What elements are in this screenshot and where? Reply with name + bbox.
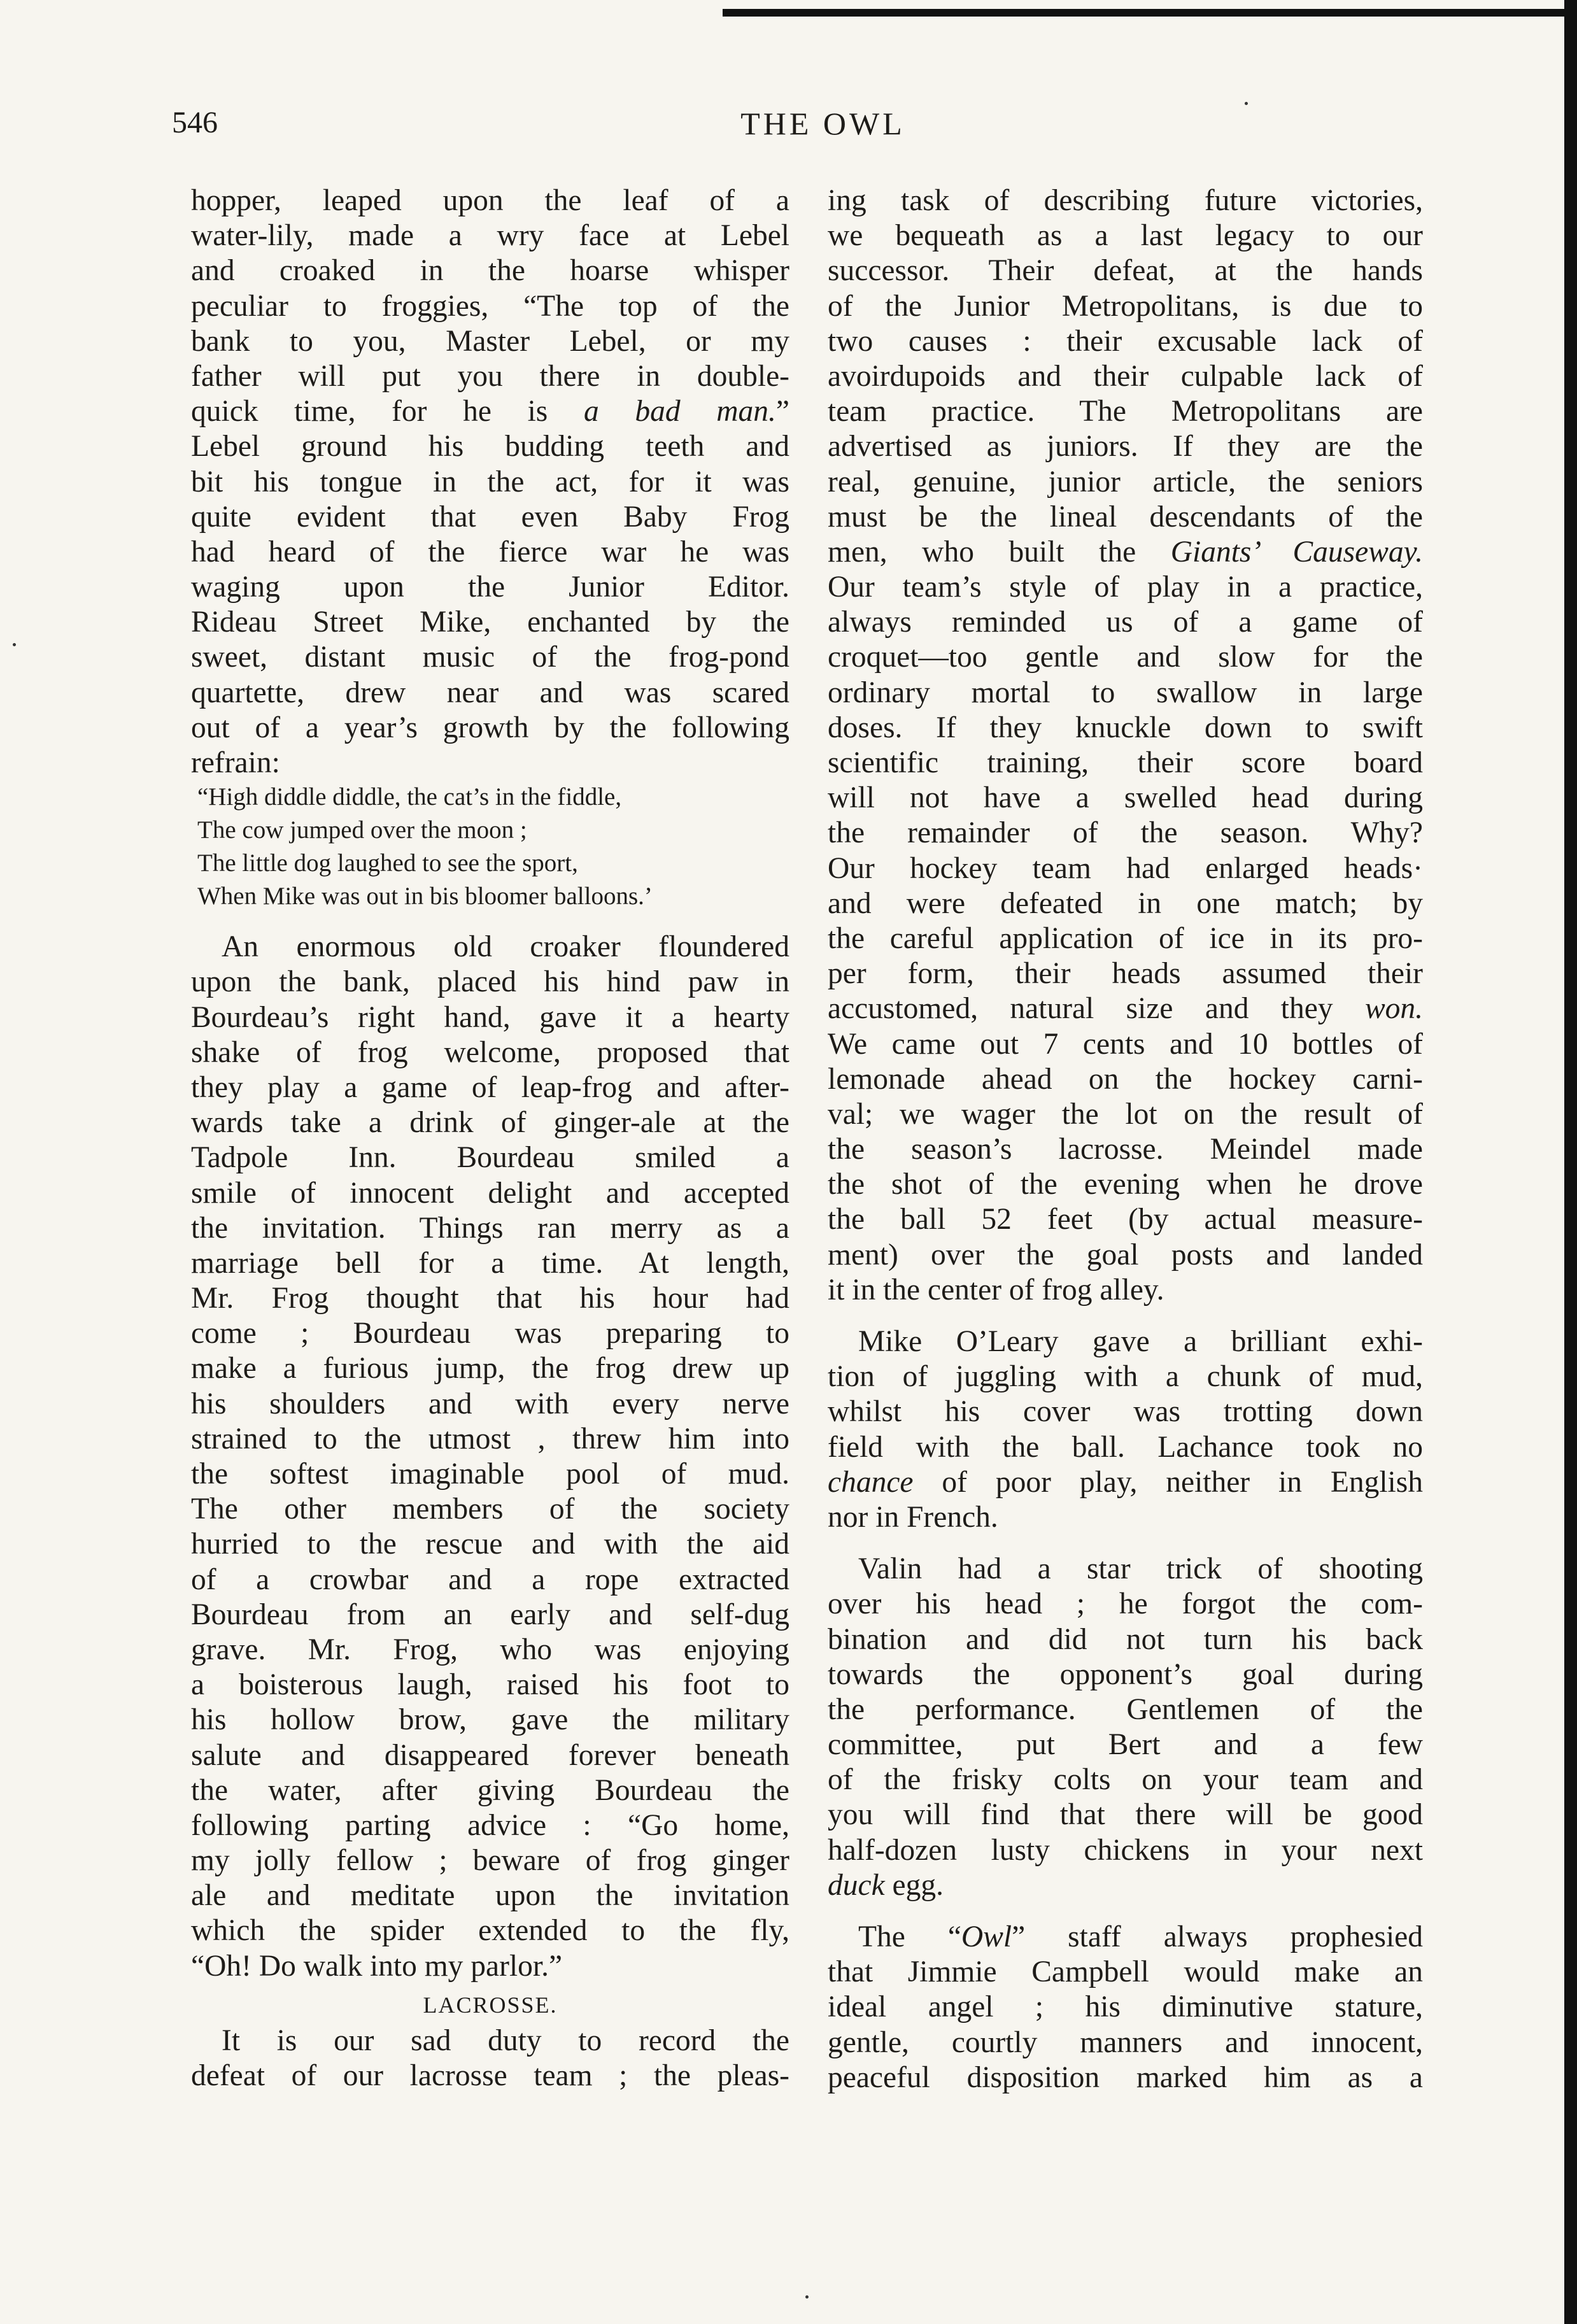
paragraph-lacrosse-intro (191, 2023, 789, 2094)
text-line: grave. Mr. Frog, who was enjoying (191, 1633, 789, 1666)
text-line: avoirdupoids and their culpable lack of (828, 359, 1423, 393)
text-line: An enormous old croaker floundered (222, 930, 789, 964)
text-line: salute and disappeared forever beneath (191, 1738, 789, 1772)
text-line: Tadpole Inn. Bourdeau smiled a (191, 1141, 789, 1175)
left-column (191, 183, 789, 2094)
text-line: ment) over the goal posts and landed (828, 1238, 1423, 1272)
text-line: real, genuine, junior article, the seniors (828, 465, 1423, 499)
text-line: following parting advice : “Go home, (191, 1808, 789, 1842)
text-line: advertised as juniors. If they are the (828, 430, 1423, 464)
text-line: val; we wager the lot on the result of (828, 1097, 1423, 1131)
text-line: smile of innocent delight and accepted (191, 1176, 789, 1210)
text-line: We came out 7 cents and 10 bottles of (828, 1027, 1423, 1061)
paragraph-gap (191, 913, 789, 930)
section-heading-lacrosse: LACROSSE. (423, 1992, 558, 2018)
text-line: sweet, distant music of the frog-pond (191, 641, 789, 674)
text-line: his shoulders and with every nerve (191, 1387, 789, 1421)
text-line: my jolly fellow ; beware of frog ginger (191, 1844, 789, 1878)
italic-word: chance (828, 1465, 914, 1499)
verse-line: The cow jumped over the moon ; (197, 816, 527, 844)
text-line: committee, put Bert and a few (828, 1728, 1423, 1762)
text-line: peculiar to froggies, “The top of the (191, 289, 789, 323)
paragraph-owl-staff (828, 1920, 1423, 2095)
text-line: ordinary mortal to swallow in large (828, 676, 1423, 709)
right-column (828, 183, 1423, 2095)
text-line: Bourdeau’s right hand, gave it a hearty (191, 1000, 789, 1034)
text-line: Our hockey team had enlarged heads· (828, 851, 1423, 885)
text-line: over his head ; he forgot the com- (828, 1587, 1423, 1621)
text-line: field with the ball. Lachance took no (828, 1430, 1423, 1464)
paragraph-oleary (828, 1324, 1423, 1535)
text-line: make a furious jump, the frog drew up (191, 1352, 789, 1385)
text-line (828, 1868, 1423, 1903)
text-line: team practice. The Metropolitans are (828, 395, 1423, 429)
text-line: out of a year’s growth by the following (191, 711, 789, 744)
text-line: successor. Their defeat, at the hands (828, 254, 1423, 288)
text-line: will not have a swelled head during (828, 781, 1423, 815)
text-line (828, 1465, 1423, 1500)
verse-line: The little dog laughed to see the sport, (197, 849, 578, 877)
text-line: Our team’s style of play in a practice, (828, 570, 1423, 604)
text-line: whilst his cover was trotting down (828, 1395, 1423, 1429)
text-line: it in the center of frog alley. (828, 1273, 1164, 1307)
text-line: we bequeath as a last legacy to our (828, 219, 1423, 253)
text-line (828, 1920, 1423, 1955)
text-line: the remainder of the season. Why? (828, 816, 1423, 850)
text-line: had heard of the fierce war he was (191, 535, 789, 569)
text-line: defeat of our lacrosse team ; the pleas- (191, 2059, 789, 2092)
text-run: The “ (858, 1920, 961, 1953)
text-line: gentle, courtly manners and innocent, (828, 2025, 1423, 2059)
text-line: wards take a drink of ginger-ale at the (191, 1106, 789, 1140)
text-line: the ball 52 feet (by actual measure- (828, 1203, 1423, 1236)
text-run: men, who built the (828, 535, 1171, 569)
text-line: ideal angel ; his diminutive stature, (828, 1990, 1423, 2024)
text-line: of the frisky colts on your team and (828, 1763, 1423, 1797)
text-line: which the spider extended to the fly, (191, 1914, 789, 1948)
italic-word: won. (1364, 992, 1423, 1026)
text-line: ing task of describing future victories, (828, 184, 1423, 217)
text-line: they play a game of leap-frog and after- (191, 1070, 789, 1104)
text-line: the careful application of ice in its pro- (828, 921, 1423, 955)
text-line: marriage bell for a time. At length, (191, 1246, 789, 1280)
text-line: It is our sad duty to record the (222, 2023, 789, 2057)
text-line (828, 991, 1423, 1026)
italic-word: Owl (961, 1920, 1012, 1953)
text-line: upon the bank, placed his hind paw in (191, 965, 789, 999)
text-line: the water, after giving Bourdeau the (191, 1773, 789, 1807)
text-line (191, 394, 789, 429)
text-line: Mr. Frog thought that his hour had (191, 1282, 789, 1315)
paragraph-valin (828, 1552, 1423, 1903)
text-line: the invitation. Things ran merry as a (191, 1211, 789, 1245)
text-line: waging upon the Junior Editor. (191, 570, 789, 604)
text-line: a boisterous laugh, raised his foot to (191, 1668, 789, 1702)
verse-line: “High diddle diddle, the cat’s in the fiddle, (197, 783, 622, 811)
text-run: quick time, for he is (191, 395, 584, 429)
print-speck (1245, 102, 1248, 105)
text-line: per form, their heads assumed their (828, 957, 1423, 991)
italic-phrase: Giants’ Causeway. (1170, 535, 1423, 569)
text-line: must be the lineal descendants of the (828, 500, 1423, 534)
text-line: The other members of the society (191, 1492, 789, 1526)
text-line: quartette, drew near and was scared (191, 676, 789, 709)
text-line: of a crowbar and a rope extracted (191, 1562, 789, 1596)
verse-block (191, 781, 789, 913)
text-line (828, 535, 1423, 570)
text-line: the performance. Gentlemen of the (828, 1692, 1423, 1726)
text-line: bination and did not turn his back (828, 1622, 1423, 1656)
text-run: accustomed, natural size and they (828, 992, 1365, 1026)
running-title: THE OWL (740, 106, 905, 141)
text-line: croquet—too gentle and slow for the (828, 641, 1423, 674)
text-line: ale and meditate upon the invitation (191, 1879, 789, 1913)
paragraph-gap (828, 1903, 1423, 1920)
text-line: lemonade ahead on the hockey carni- (828, 1062, 1423, 1096)
text-line: Bourdeau from an early and self-dug (191, 1598, 789, 1631)
text-line: Rideau Street Mike, enchanted by the (191, 606, 789, 639)
text-line: always reminded us of a game of (828, 606, 1423, 639)
paragraph-gap (828, 1535, 1423, 1552)
paragraph-frog-lebel (191, 183, 789, 781)
text-line: strained to the utmost , threw him into (191, 1422, 789, 1456)
text-line: peaceful disposition marked him as a (828, 2060, 1423, 2094)
paragraph-gap (828, 1308, 1423, 1324)
text-run: ” (775, 395, 789, 429)
text-line: come ; Bourdeau was preparing to (191, 1317, 789, 1350)
text-line: hopper, leaped upon the leaf of a (191, 184, 789, 217)
text-line: doses. If they knuckle down to swift (828, 711, 1423, 744)
paragraph-lacrosse-defeat (828, 183, 1423, 1308)
print-speck (13, 643, 16, 646)
page-right-edge (1564, 0, 1577, 2324)
page-header (172, 105, 1474, 156)
text-line: shake of frog welcome, proposed that (191, 1035, 789, 1069)
text-line: “Oh! Do walk into my parlor.” (191, 1949, 563, 1983)
page-number: 546 (172, 106, 218, 139)
text-line: the shot of the evening when he drove (828, 1168, 1423, 1201)
text-line: quite evident that even Baby Frog (191, 500, 789, 534)
text-line: of the Junior Metropolitans, is due to (828, 289, 1423, 323)
top-border-rule (723, 9, 1577, 17)
text-line: the season’s lacrosse. Meindel made (828, 1133, 1423, 1166)
text-line: the softest imaginable pool of mud. (191, 1457, 789, 1491)
text-line: nor in French. (828, 1500, 998, 1534)
text-line: water-lily, made a wry face at Lebel (191, 219, 789, 253)
print-speck (805, 2295, 809, 2299)
italic-phrase: a bad man. (583, 395, 776, 429)
text-line: that Jimmie Campbell would make an (828, 1955, 1423, 1989)
text-line: scientific training, their score board (828, 746, 1423, 779)
text-line: tion of juggling with a chunk of mud, (828, 1360, 1423, 1394)
text-line: and croaked in the hoarse whisper (191, 254, 789, 288)
text-run: ” staff always prophesied (1012, 1920, 1423, 1953)
text-line: and were defeated in one match; by (828, 886, 1423, 920)
text-line: Lebel ground his budding teeth and (191, 430, 789, 464)
text-run: of poor play, neither in English (913, 1465, 1423, 1499)
text-run: egg. (884, 1868, 944, 1902)
paragraph-croaker (191, 930, 789, 1984)
text-line: half-dozen lusty chickens in your next (828, 1833, 1423, 1867)
text-line: Mike O’Leary gave a brilliant exhi- (858, 1325, 1423, 1358)
text-line: Valin had a star trick of shooting (858, 1552, 1423, 1586)
text-line: father will put you there in double- (191, 359, 789, 393)
text-line: hurried to the rescue and with the aid (191, 1527, 789, 1561)
text-line: his hollow brow, gave the military (191, 1703, 789, 1737)
text-line: you will find that there will be good (828, 1798, 1423, 1832)
text-line: two causes : their excusable lack of (828, 324, 1423, 358)
text-line: bit his tongue in the act, for it was (191, 465, 789, 499)
text-line: refrain: (191, 746, 280, 779)
text-line: bank to you, Master Lebel, or my (191, 324, 789, 358)
verse-line: When Mike was out in bis bloomer balloons.’ (197, 882, 653, 910)
italic-word: duck (828, 1868, 885, 1902)
text-line: towards the opponent’s goal during (828, 1657, 1423, 1691)
